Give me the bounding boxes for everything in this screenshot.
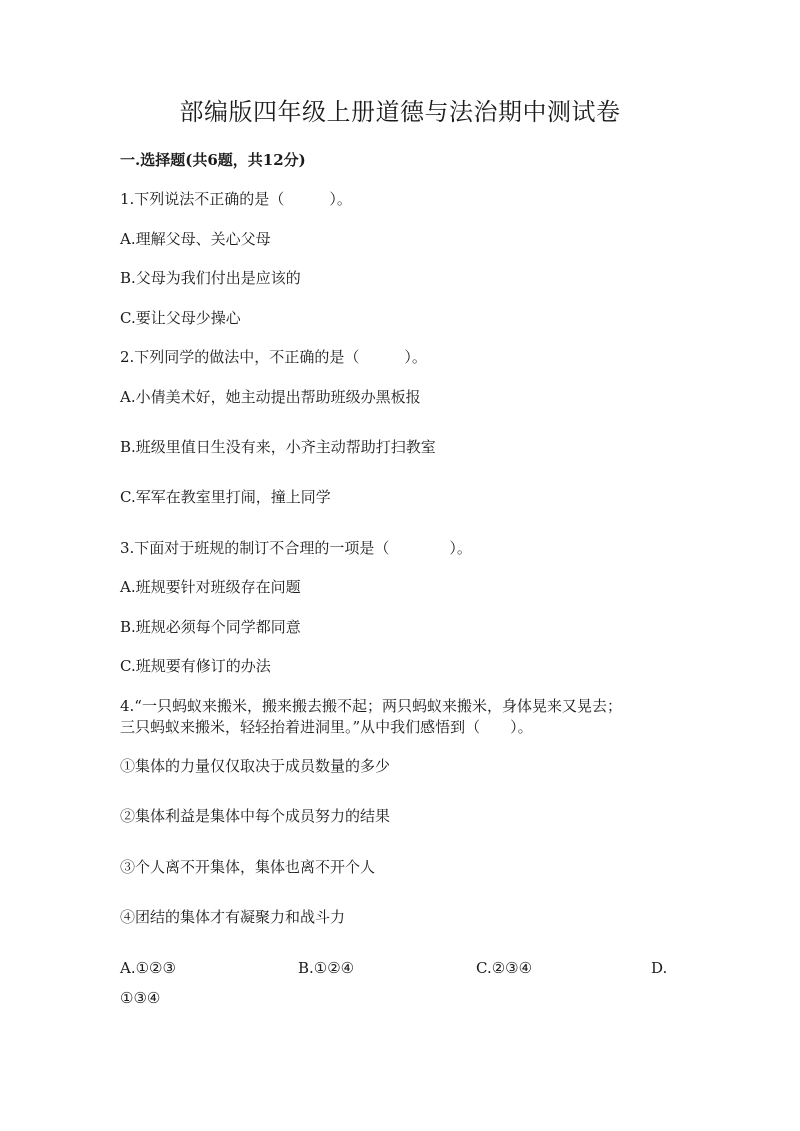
question-4-statement-1: ①集体的力量仅仅取决于成员数量的多少 (120, 757, 391, 775)
question-4-statement-3: ③个人离不开集体，集体也离不开个人 (120, 858, 376, 876)
section-heading: 一.选择题(共6题，共12分) (120, 151, 306, 169)
question-4-option-d-continued: ①③④ (120, 989, 161, 1007)
question-2-stem: 2.下列同学的做法中，不正确的是（ ）。 (120, 348, 427, 366)
question-4-option-b: B.①②④ (298, 959, 355, 977)
question-2-option-a: A.小倩美术好，她主动提出帮助班级办黑板报 (120, 388, 421, 406)
question-4-option-d: D. (651, 959, 668, 977)
question-1-option-c: C.要让父母少操心 (120, 309, 241, 327)
question-1-stem: 1.下列说法不正确的是（ ）。 (120, 190, 352, 208)
question-4-option-a: A.①②③ (120, 959, 176, 977)
question-4-statement-4: ④团结的集体才有凝聚力和战斗力 (120, 908, 346, 926)
question-2-option-b: B.班级里值日生没有来，小齐主动帮助打扫教室 (120, 438, 436, 456)
question-1-option-b: B.父母为我们付出是应该的 (120, 269, 301, 287)
question-1-option-a: A.理解父母、关心父母 (120, 230, 271, 248)
question-4-stem-line-1: 4.“一只蚂蚁来搬米，搬来搬去搬不起；两只蚂蚁来搬米，身体晃来又晃去； (120, 697, 622, 715)
question-3-stem: 3.下面对于班规的制订不合理的一项是（ ）。 (120, 539, 472, 557)
question-2-option-c: C.军军在教室里打闹，撞上同学 (120, 488, 331, 506)
page-title: 部编版四年级上册道德与法治期中测试卷 (179, 98, 621, 126)
question-3-option-b: B.班规必须每个同学都同意 (120, 618, 301, 636)
question-4-statement-2: ②集体利益是集体中每个成员努力的结果 (120, 807, 391, 825)
question-3-option-a: A.班规要针对班级存在问题 (120, 578, 301, 596)
question-4-stem-line-2: 三只蚂蚁来搬米，轻轻抬着进洞里。”从中我们感悟到（ ）。 (120, 718, 533, 736)
question-4-option-c: C.②③④ (476, 959, 533, 977)
question-3-option-c: C.班规要有修订的办法 (120, 657, 271, 675)
